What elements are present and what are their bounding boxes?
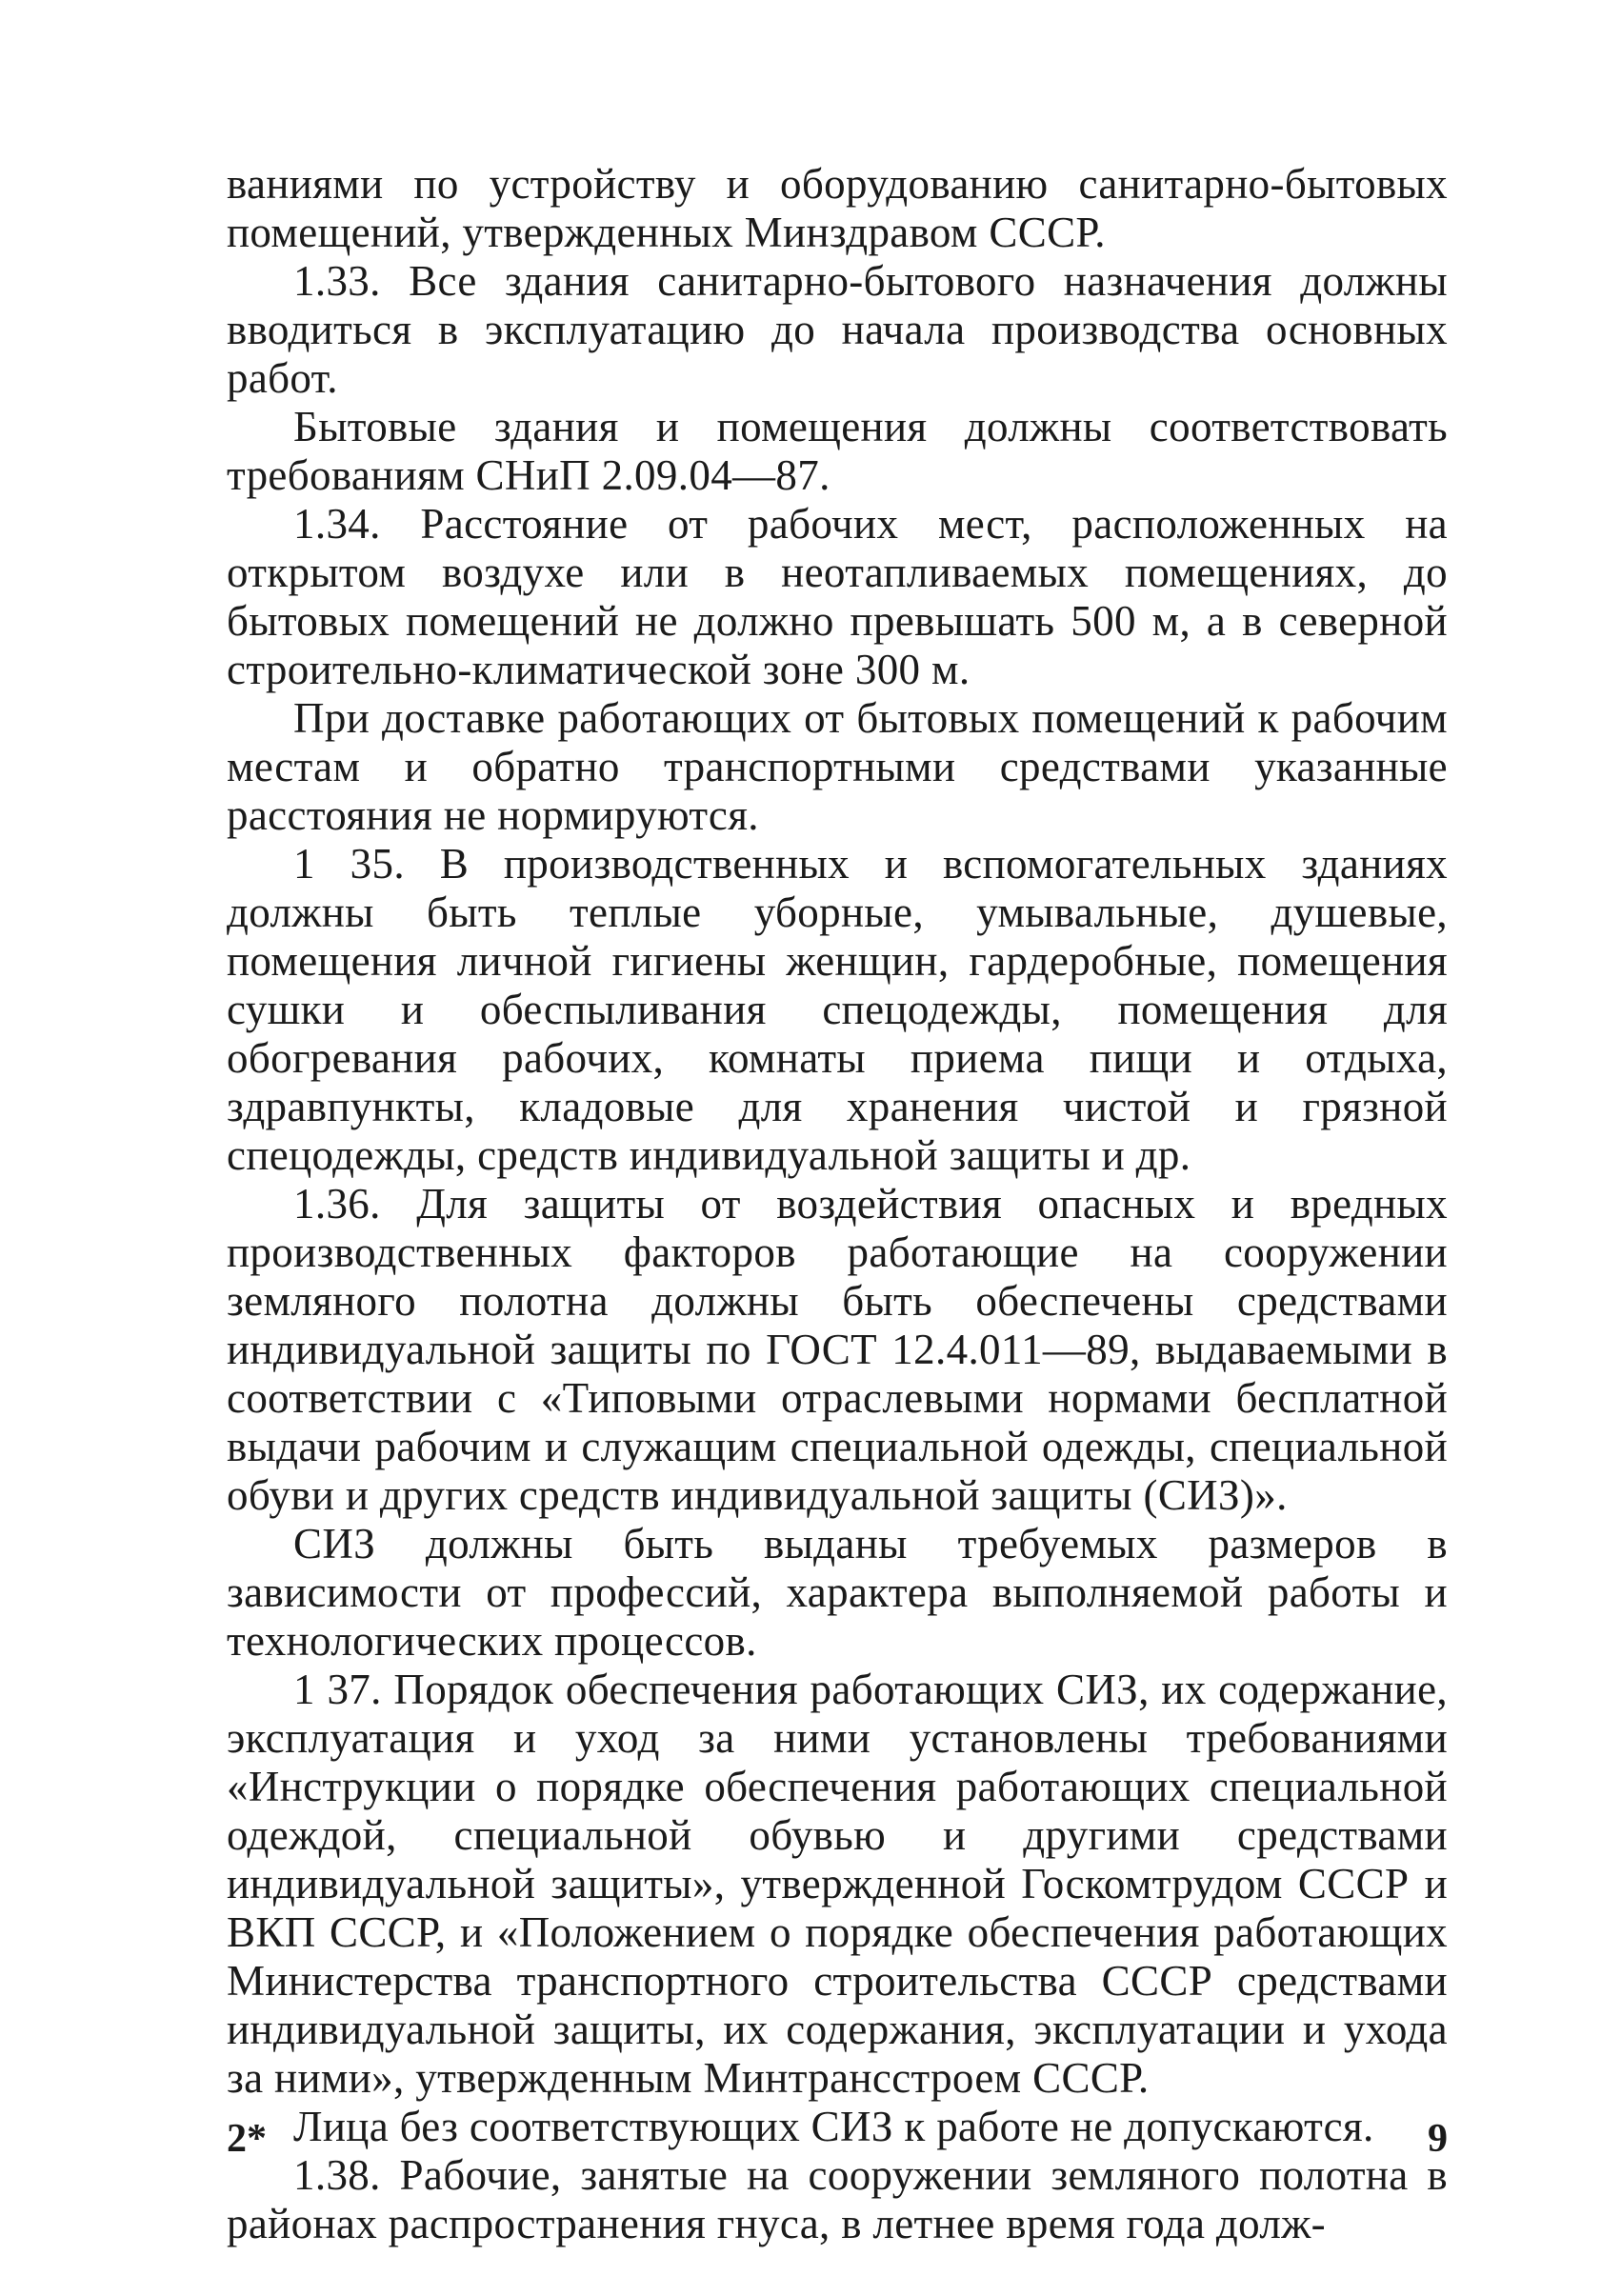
paragraph-1-37-b: Лица без соответствующих СИЗ к работе не допускаются.: [293, 2103, 1374, 2150]
paragraph-1-38: 1.38. Рабочие, занятые на сооружении земляного полотна в районах распространения гнуса, в летнее время года долж-: [227, 2151, 1448, 2247]
paragraph-1-37: 1 37. Порядок обеспечения работающих СИЗ, их содержание, эксплуатация и уход за ними установлены требованиями «Инструкции о порядке обеспечения работающих специальной одеждой, специальной обувью и другими средствами индивидуальной защиты», утвержденной Госкомтрудом СССР и ВКП СССР, и «Положением о порядке обеспечения работающих Министерства транспортного строительства СССР средствами индивидуальной защиты, их содержания, эксплуатации и ухода за ними», утвержденным Минтрансстроем СССР.: [227, 1666, 1448, 2102]
paragraph-1-34-b: При доставке работающих от бытовых помещений к рабочим местам и обратно транспортными средствами указанные расстояния не нормируются.: [227, 694, 1448, 839]
paragraph-1-33: 1.33. Все здания санитарно-бытового назначения должны вводиться в эксплуатацию до начала производства основных работ.: [227, 257, 1448, 402]
paragraph-continuation: ваниями по устройству и оборудованию санитарно-бытовых помещений, утвержденных Минздравом СССР.: [227, 160, 1448, 256]
paragraph-1-36: 1.36. Для защиты от воздействия опасных и вредных производственных факторов работающие на сооружении земляного полотна должны быть обеспечены средствами индивидуальной защиты по ГОСТ 12.4.011—89, выдаваемыми в соответствии с «Типовыми отраслевыми нормами бесплатной выдачи рабочим и служащим специальной одежды, специальной обуви и других средств индивидуальной защиты (СИЗ)».: [227, 1180, 1448, 1519]
page-footer: [227, 2116, 1448, 2173]
sheet-signature: 2*: [227, 2117, 267, 2161]
paragraph-1-36-b: СИЗ должны быть выданы требуемых размеров в зависимости от профессий, характера выполняемой работы и технологических процессов.: [227, 1520, 1448, 1665]
paragraph-1-34: 1.34. Расстояние от рабочих мест, расположенных на открытом воздухе или в неотапливаемых помещениях, до бытовых помещений не должно превышать 500 м, а в северной строительно-климатической зоне 300 м.: [227, 500, 1448, 693]
page-body: [227, 160, 1448, 2248]
page-number: 9: [1428, 2117, 1448, 2161]
paragraph-1-35: 1 35. В производственных и вспомогательных зданиях должны быть теплые уборные, умывальные, душевые, помещения личной гигиены женщин, гардеробные, помещения сушки и обеспыливания спецодежды, помещения для обогревания рабочих, комнаты приема пищи и отдыха, здравпункты, кладовые для хранения чистой и грязной спецодежды, средств индивидуальной защиты и др.: [227, 840, 1448, 1179]
paragraph-1-33-b: Бытовые здания и помещения должны соответствовать требованиям СНиП 2.09.04—87.: [227, 403, 1448, 499]
